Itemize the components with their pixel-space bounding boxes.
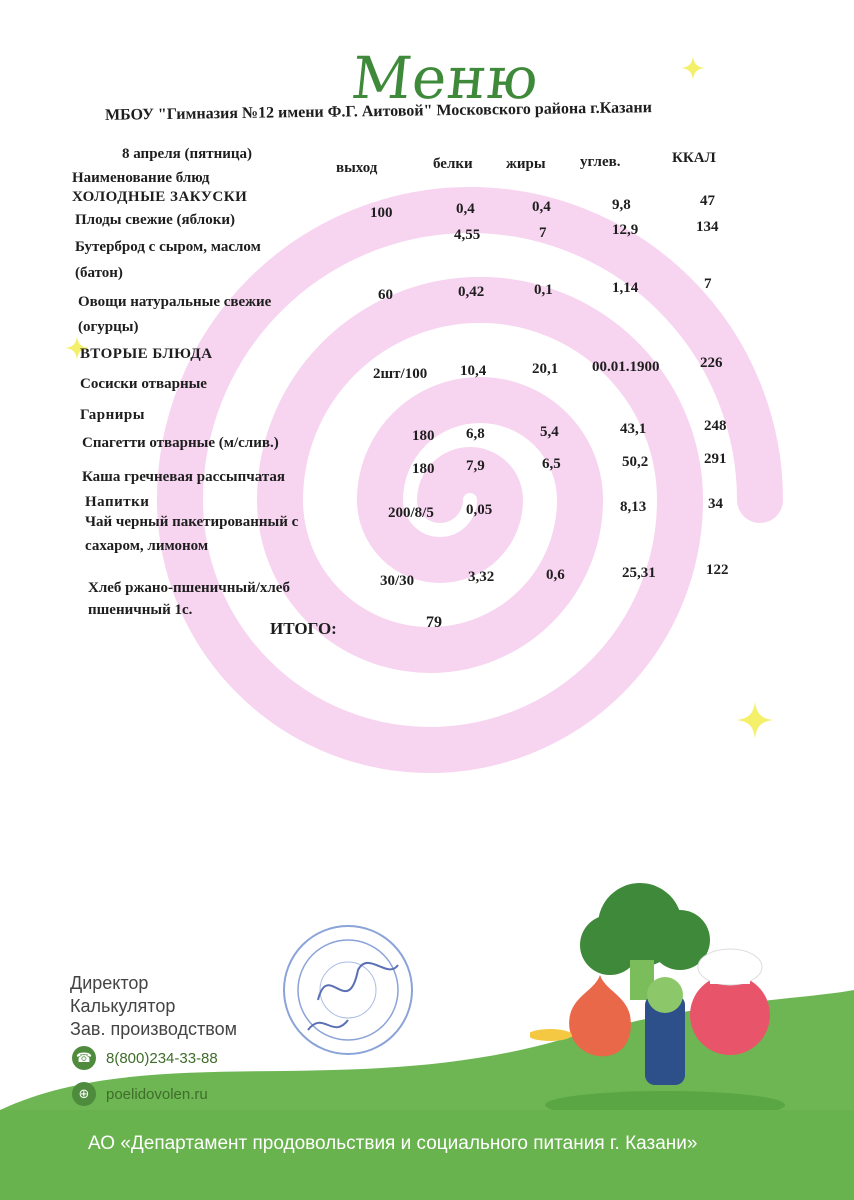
dish-carbs: 9,8 [612,197,631,213]
dish-fat: 5,4 [540,424,559,440]
dish-fat: 20,1 [532,361,559,377]
footer-organization: АО «Департамент продовольствия и социального питания г. Казани» [88,1133,698,1154]
dish-name-cont: пшеничный 1с. [88,602,193,618]
total-value: 79 [426,614,442,631]
dish-protein: 6,8 [466,426,485,442]
dish-output: 200/8/5 [388,505,434,521]
dish-name: Сосиски отварные [80,376,207,392]
section-title: ХОЛОДНЫЕ ЗАКУСКИ [72,189,248,205]
star-icon [735,700,775,740]
column-output: выход [336,160,378,176]
phone-contact [72,1046,218,1070]
menu-date: 8 апреля (пятница) [122,146,253,162]
site-contact [72,1082,208,1106]
dish-carbs: 1,14 [612,280,639,296]
dish-carbs: 50,2 [622,454,649,470]
dish-name: Бутерброд с сыром, маслом [75,239,261,255]
dish-kcal: 248 [704,418,727,434]
total-label: ИТОГО: [270,619,337,638]
dish-output: 60 [378,287,393,303]
dish-carbs: 12,9 [612,222,639,238]
dish-name-cont: (батон) [75,265,123,281]
menu-title: Меню [348,44,543,112]
dish-fat: 0,4 [532,199,551,215]
dish-kcal: 226 [700,355,723,371]
dish-name: Хлеб ржано-пшеничный/хлеб [88,580,290,596]
section-title: ВТОРЫЕ БЛЮДА [80,346,213,362]
dish-carbs: 43,1 [620,421,647,437]
dish-kcal: 291 [704,451,727,467]
director-label: Директор [70,973,149,993]
dish-output: 100 [370,205,393,221]
dish-fat: 0,6 [546,567,565,583]
vegetable-characters-illustration [530,865,800,1120]
dish-output: 2шт/100 [373,366,428,382]
dish-carbs: 25,31 [622,565,656,581]
school-name: МБОУ "Гимназия №12 имени Ф.Г. Аитовой" Московского района г.Казани [104,99,653,124]
dish-kcal: 47 [700,193,715,209]
dish-name: Чай черный пакетированный с [85,514,299,530]
dish-kcal: 7 [704,276,712,292]
dish-carbs: 00.01.1900 [592,359,660,375]
dish-protein: 3,32 [468,569,495,585]
dish-protein: 7,9 [466,458,485,474]
column-carbs: углев. [580,154,621,170]
column-name: Наименование блюд [72,170,210,186]
dish-name: Овощи натуральные свежие [78,294,272,310]
production-label: Зав. производством [70,1019,237,1039]
dish-name: Плоды свежие (яблоки) [75,212,235,228]
dish-name-cont: (огурцы) [78,319,139,335]
globe-icon: ⊕ [72,1082,96,1106]
dish-protein: 0,05 [466,502,493,518]
dish-protein: 0,42 [458,284,485,300]
phone-number: 8(800)234-33-88 [106,1049,218,1067]
column-kcal: ККАЛ [672,150,716,166]
section-title: Гарниры [80,407,145,423]
dish-carbs: 8,13 [620,499,647,515]
phone-icon: ☎ [72,1046,96,1070]
site-url: poelidovolen.ru [106,1085,208,1103]
stamp-icon [278,920,418,1060]
dish-name: Каша гречневая рассыпчатая [82,469,286,485]
calculator-label: Калькулятор [70,996,176,1016]
dish-name-cont: сахаром, лимоном [85,538,209,554]
column-protein: белки [433,156,473,172]
dish-fat: 0,1 [534,282,553,298]
dish-output: 180 [412,428,435,444]
dish-kcal: 122 [706,562,729,578]
dish-output: 180 [412,461,435,477]
dish-output: 30/30 [380,573,415,589]
dish-protein: 0,4 [456,201,475,217]
dish-kcal: 134 [696,219,719,235]
column-fat: жиры [506,156,546,172]
dish-fat: 6,5 [542,456,561,472]
dish-protein: 4,55 [454,227,481,243]
dish-protein: 10,4 [460,363,487,379]
section-title: Напитки [85,494,150,510]
footer-band [0,1110,854,1200]
dish-name: Спагетти отварные (м/слив.) [82,435,279,451]
dish-kcal: 34 [708,496,723,512]
signature-block [70,972,237,1041]
star-icon [680,55,706,81]
dish-fat: 7 [539,225,547,241]
